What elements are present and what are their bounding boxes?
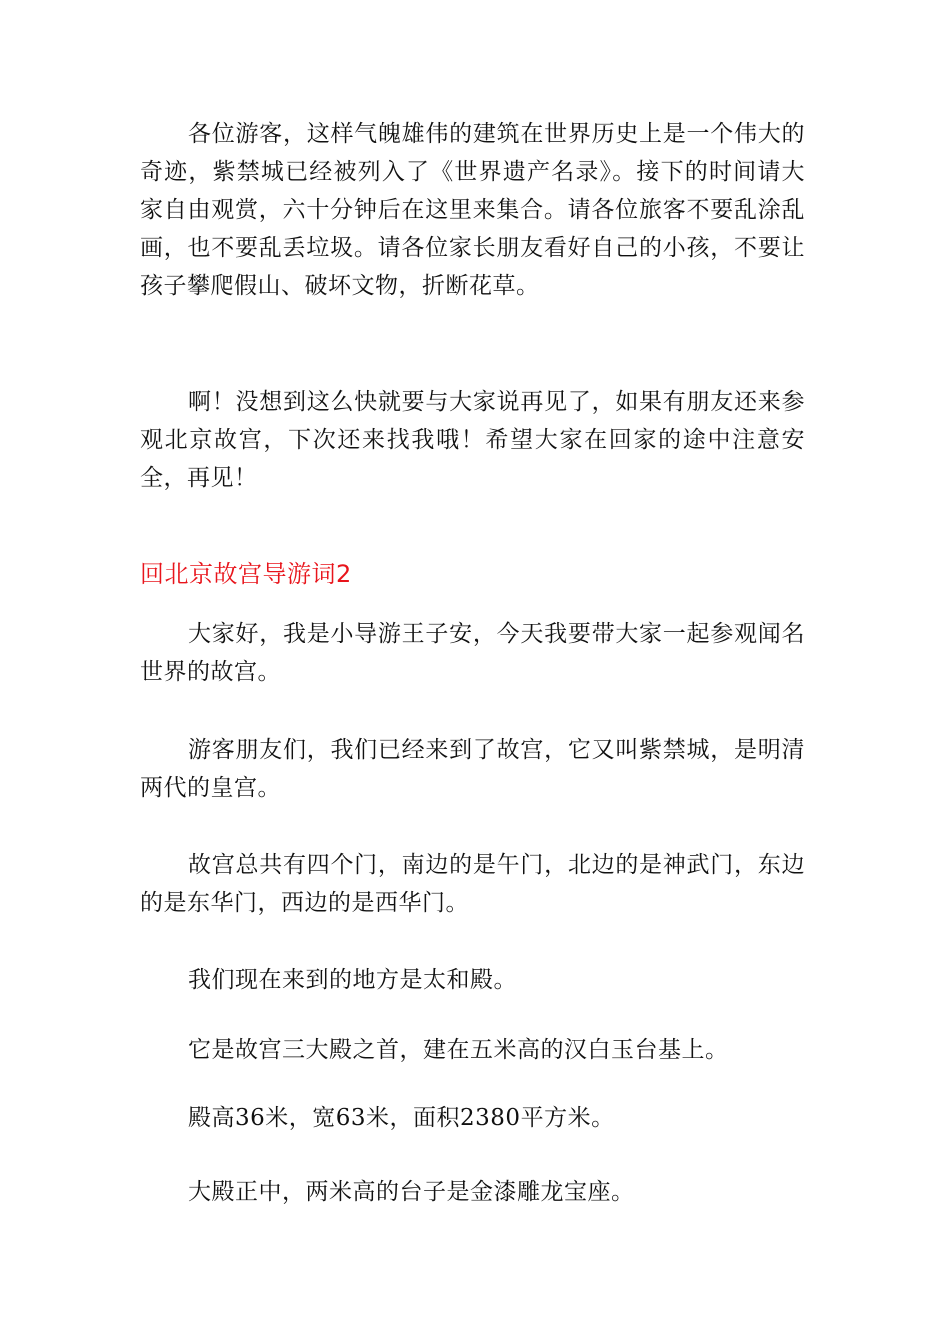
paragraph-farewell: 啊！没想到这么快就要与大家说再见了，如果有朋友还来参观北京故宫，下次还来找我哦！希望大家在回家的途中注意安全，再见！ bbox=[140, 389, 805, 491]
paragraph-throne: 大殿正中，两米高的台子是金漆雕龙宝座。 bbox=[188, 1179, 635, 1205]
section-heading: 回北京故宫导游词2 bbox=[140, 560, 352, 588]
paragraph-greeting: 大家好，我是小导游王子安，今天我要带大家一起参观闻名世界的故宫。 bbox=[140, 621, 805, 685]
paragraph-dimensions: 殿高36米，宽63米，面积2380平方米。 bbox=[188, 1105, 615, 1131]
paragraph-gates: 故宫总共有四个门，南边的是午门，北边的是神武门，东边的是东华门，西边的是西华门。 bbox=[140, 852, 805, 916]
paragraph-three-halls: 它是故宫三大殿之首，建在五米高的汉白玉台基上。 bbox=[188, 1037, 729, 1063]
paragraph-arrival: 游客朋友们，我们已经来到了故宫，它又叫紫禁城，是明清两代的皇宫。 bbox=[140, 737, 805, 801]
paragraph-taihe-hall: 我们现在来到的地方是太和殿。 bbox=[188, 967, 517, 993]
paragraph-closing-remarks: 各位游客，这样气魄雄伟的建筑在世界历史上是一个伟大的奇迹，紫禁城已经被列入了《世界遗产名录》。接下的时间请大家自由观赏，六十分钟后在这里来集合。请各位旅客不要乱涂乱画，也不要乱丢垃圾。请各位家长朋友看好自己的小孩，不要让孩子攀爬假山、破坏文物，折断花草。 bbox=[140, 121, 805, 299]
